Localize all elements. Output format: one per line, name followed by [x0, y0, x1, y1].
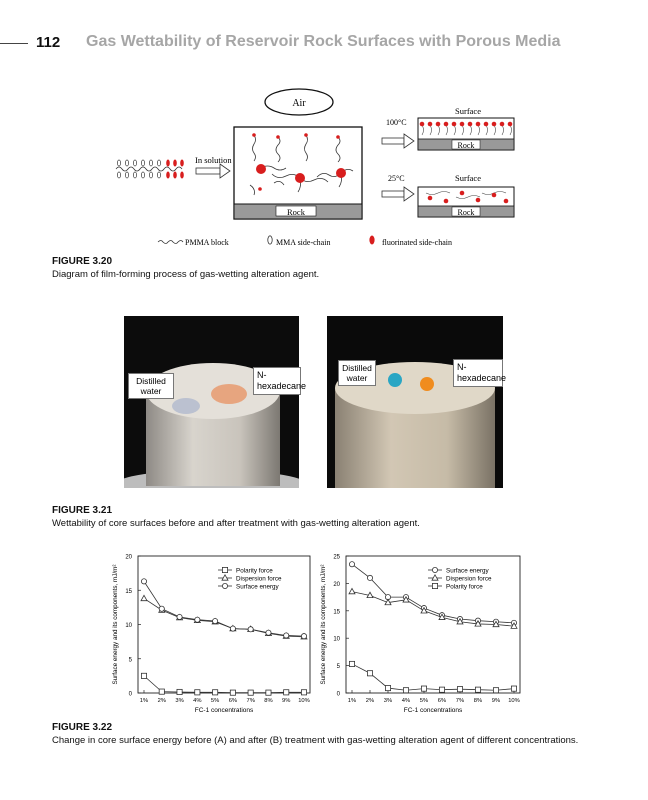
data-point-square — [266, 690, 271, 695]
temp-100-label: 100°C — [386, 118, 407, 127]
data-point-square — [301, 690, 306, 695]
data-point-square — [439, 687, 444, 692]
rock-label-bottom: Rock — [457, 208, 475, 217]
fluorinated-dot — [336, 168, 346, 178]
rock-label: Rock — [287, 207, 305, 217]
x-tick-label: 2% — [157, 698, 166, 704]
rock-label-top: Rock — [457, 141, 475, 150]
mma-legend-icon — [268, 236, 272, 244]
legend-entry: Surface energy — [236, 583, 279, 591]
data-point-square — [421, 686, 426, 691]
y-tick-label: 5 — [128, 657, 132, 664]
data-point-square — [493, 688, 498, 693]
legend-marker-square — [222, 567, 227, 572]
y-tick-label: 25 — [333, 554, 340, 561]
x-tick-label: 10% — [298, 698, 310, 704]
legend-entry: Dispersion force — [446, 575, 492, 583]
data-point-square — [475, 687, 480, 692]
x-tick-label: 9% — [491, 698, 501, 704]
x-tick-label: 8% — [264, 698, 273, 704]
legend-marker-circle — [222, 583, 227, 588]
y-tick-label: 15 — [125, 588, 132, 595]
series-line-triangle — [352, 592, 514, 627]
y-tick-label: 20 — [125, 554, 132, 561]
data-point-square — [141, 673, 146, 678]
surface-label-bottom: Surface — [455, 173, 481, 183]
data-point-square — [159, 689, 164, 694]
surface-label-top: Surface — [455, 106, 481, 116]
legend-entry: Polarity force — [236, 567, 273, 575]
fluorinated-legend-icon — [369, 236, 374, 245]
legend-entry: Dispersion force — [236, 575, 282, 583]
data-point-square — [177, 689, 182, 694]
data-point-square — [213, 690, 218, 695]
label-hexadecane-before: N-hexadecane — [253, 367, 301, 395]
film-forming-diagram — [100, 85, 540, 255]
x-tick-label: 3% — [175, 698, 184, 704]
header-rule — [0, 43, 28, 44]
x-axis-label: FC-1 concentrations — [194, 707, 254, 714]
y-tick-label: 15 — [333, 609, 340, 616]
data-point-square — [457, 687, 462, 692]
figure-3-20-label: FIGURE 3.20 — [52, 256, 113, 267]
surface-energy-chart-b — [314, 548, 526, 720]
arrow-into-solution — [196, 164, 230, 178]
data-point-circle — [141, 579, 146, 584]
data-point-square — [230, 690, 235, 695]
data-point-square — [195, 690, 200, 695]
data-point-circle — [301, 634, 306, 639]
core-photo-after — [327, 316, 503, 488]
surface-energy-chart-a — [106, 548, 316, 720]
y-axis-label: Surface energy and its components, mJ/m² — [112, 564, 119, 685]
running-title: Gas Wettability of Reservoir Rock Surfaces with Porous Media — [86, 33, 561, 50]
data-point-square — [367, 671, 372, 676]
data-point-circle — [349, 562, 354, 567]
figure-3-22-label: FIGURE 3.22 — [52, 722, 113, 733]
legend-entry: Polarity force — [446, 583, 483, 591]
data-point-triangle — [141, 595, 147, 600]
x-tick-label: 4% — [193, 698, 202, 704]
legend-fluorinated: fluorinated side-chain — [382, 238, 452, 247]
label-distilled-water-after: Distilled water — [338, 360, 376, 386]
y-tick-label: 0 — [128, 691, 132, 698]
x-tick-label: 7% — [246, 698, 255, 704]
data-point-square — [248, 690, 253, 695]
arrow-to-25c — [382, 187, 414, 201]
series-line-square — [144, 676, 304, 693]
data-point-square — [403, 688, 408, 693]
x-tick-label: 1% — [139, 698, 149, 704]
series-line-square — [352, 664, 514, 690]
core-photo-before — [124, 316, 299, 488]
legend-marker-circle — [432, 567, 437, 572]
fluorinated-dot — [295, 173, 305, 183]
x-tick-label: 3% — [383, 698, 393, 704]
x-tick-label: 5% — [210, 698, 220, 704]
x-tick-label: 7% — [455, 698, 465, 704]
legend-pmma: PMMA block — [185, 238, 229, 247]
data-point-square — [511, 686, 516, 691]
data-point-circle — [248, 627, 253, 632]
x-tick-label: 9% — [282, 698, 291, 704]
x-tick-label: 4% — [401, 698, 411, 704]
figure-3-21-label: FIGURE 3.21 — [52, 505, 113, 516]
data-point-triangle — [349, 588, 355, 593]
air-label: Air — [292, 98, 306, 109]
data-point-square — [385, 685, 390, 690]
y-tick-label: 20 — [333, 581, 340, 588]
x-tick-label: 8% — [473, 698, 483, 704]
x-axis-label: FC-1 concentrations — [403, 707, 463, 714]
data-point-square — [284, 690, 289, 695]
legend-entry: Surface energy — [446, 567, 489, 575]
series-line-triangle — [144, 598, 304, 636]
fluorinated-dot — [256, 164, 266, 174]
x-tick-label: 2% — [365, 698, 375, 704]
data-point-circle — [284, 633, 289, 638]
data-point-circle — [213, 618, 218, 623]
data-point-circle — [159, 606, 164, 611]
pmma-legend-icon — [158, 241, 183, 244]
label-hexadecane-after: N-hexadecane — [453, 359, 503, 387]
y-tick-label: 10 — [125, 623, 132, 629]
in-solution-label: In solution — [195, 155, 232, 165]
data-point-circle — [266, 630, 271, 635]
legend-marker-square — [432, 583, 437, 588]
y-tick-label: 5 — [336, 664, 340, 671]
data-point-circle — [177, 614, 182, 619]
page-number: 112 — [36, 34, 61, 51]
data-point-square — [349, 661, 354, 666]
y-tick-label: 10 — [333, 636, 340, 643]
label-distilled-water-before: Distilled water — [128, 373, 174, 399]
y-tick-label: 0 — [336, 691, 340, 698]
legend-mma: MMA side-chain — [276, 238, 331, 247]
data-point-circle — [230, 626, 235, 631]
x-tick-label: 10% — [508, 698, 520, 704]
data-point-circle — [367, 575, 372, 580]
x-tick-label: 6% — [228, 698, 238, 704]
x-tick-label: 1% — [347, 698, 357, 704]
data-point-circle — [195, 617, 200, 622]
x-tick-label: 6% — [437, 698, 447, 704]
temp-25-label: 25°C — [388, 174, 405, 183]
y-axis-label: Surface energy and its components, mJ/m² — [320, 564, 327, 685]
figure-3-22-caption: Change in core surface energy before (A) and after (B) treatment with gas-wetting alteration agent of different concentrations. — [52, 735, 579, 746]
figure-3-21-caption: Wettability of core surfaces before and after treatment with gas-wetting alteration agent. — [52, 518, 420, 529]
figure-3-20-caption: Diagram of film-forming process of gas-wetting alteration agent. — [52, 269, 320, 280]
solution-chain — [116, 167, 182, 171]
arrow-to-100c — [382, 134, 414, 148]
x-tick-label: 5% — [419, 698, 429, 704]
